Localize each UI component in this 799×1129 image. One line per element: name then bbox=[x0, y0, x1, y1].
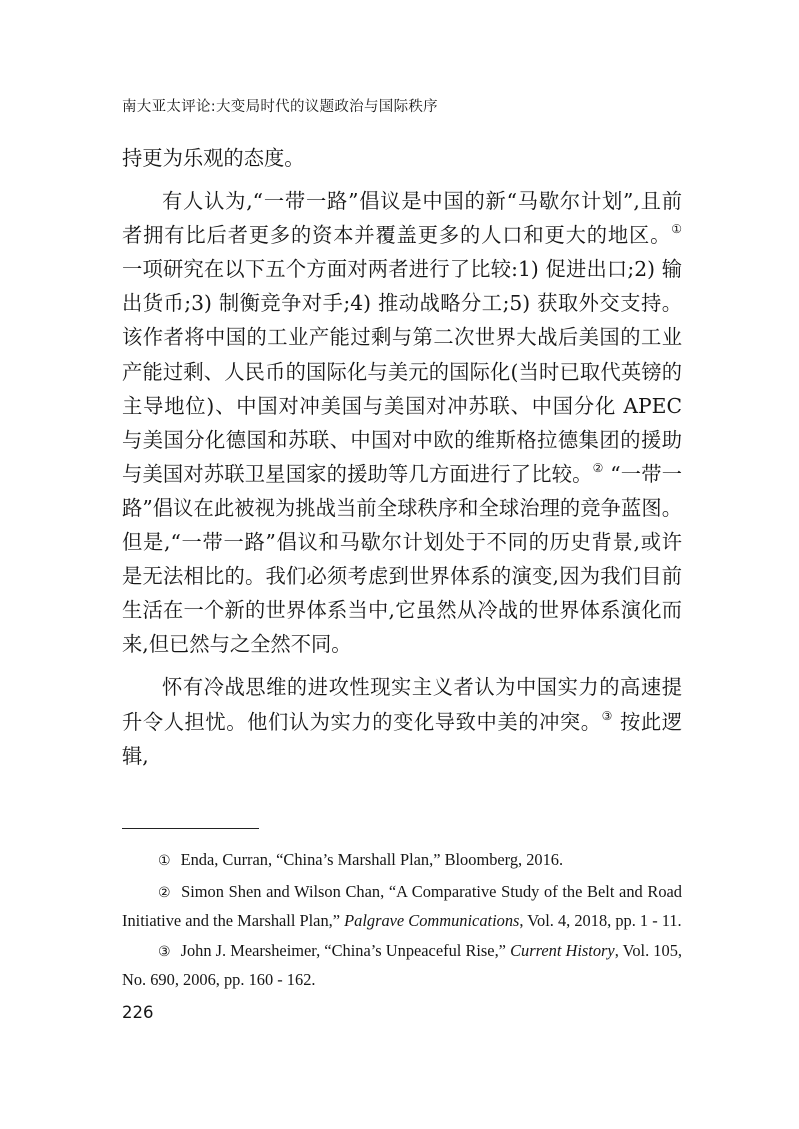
paragraph-marshall-plan bbox=[122, 184, 682, 661]
footnote-ref-1[interactable]: ① bbox=[671, 222, 682, 237]
footnote-ref-2[interactable]: ② bbox=[592, 460, 604, 475]
footnote-text: Simon Shen and Wilson Chan, “A Comparative Study of the Belt and Road Initiative and the Marshall Plan,” bbox=[122, 882, 682, 930]
paragraph-offensive-realism bbox=[122, 670, 682, 772]
footnote-text: , Vol. 4, 2018, pp. 1 - 11. bbox=[519, 911, 682, 930]
paragraph-text: 一项研究在以下五个方面对两者进行了比较:1) 促进出口;2) 输出货币;3) 制衡竞争对手;4) 推动战略分工;5) 获取外交支持。该作者将中国的工业产能过剩与第二次世界大战后美国的工业产能过剩、人民币的国际化与美元的国际化(当时已取代英镑的主导地位)、中国对冲美国与美国对冲苏联、中国分化 APEC 与美国分化德国和苏联、中国对中欧的维斯格拉德集团的援助与美国对苏联卫星国家的援助等几方面进行了比较。 bbox=[122, 257, 682, 486]
footnote-text: Enda, Curran, “China’s Marshall Plan,” Bloomberg, 2016. bbox=[180, 850, 564, 869]
paragraph-text: 按此逻辑, bbox=[122, 709, 682, 768]
footnote-number: ② bbox=[158, 885, 172, 901]
running-head: 南大亚太评论:大变局时代的议题政治与国际秩序 bbox=[122, 99, 438, 115]
footnote-3 bbox=[122, 937, 682, 993]
paragraph-continuation bbox=[122, 141, 682, 175]
footnote-divider bbox=[122, 828, 259, 829]
footnotes bbox=[122, 846, 682, 993]
footnote-2 bbox=[122, 878, 682, 934]
footnote-number: ③ bbox=[158, 944, 171, 960]
footnote-ref-3[interactable]: ③ bbox=[601, 708, 613, 723]
journal-title: Palgrave Communications bbox=[344, 911, 520, 930]
paragraph-text: 怀有冷战思维的进攻性现实主义者认为中国实力的高速提升令人担忧。他们认为实力的变化导致中美的冲突。 bbox=[122, 675, 682, 734]
paragraph-text: “一带一路”倡议在此被视为挑战当前全球秩序和全球治理的竞争蓝图。但是,“一带一路”倡议和马歇尔计划处于不同的历史背景,或许是无法相比的。我们必须考虑到世界体系的演变,因为我们目前生活在一个新的世界体系当中,它虽然从冷战的世界体系演化而来,但已然与之全然不同。 bbox=[122, 461, 682, 657]
footnote-text: , Vol. 105, No. 690, 2006, pp. 160 - 162. bbox=[122, 941, 682, 989]
paragraph-text: 有人认为,“一带一路”倡议是中国的新“马歇尔计划”,且前者拥有比后者更多的资本并覆盖更多的人口和更大的地区。 bbox=[122, 189, 682, 248]
footnote-number: ① bbox=[158, 853, 171, 869]
footnote-1 bbox=[122, 846, 682, 875]
journal-title: Current History bbox=[510, 941, 615, 960]
body-text bbox=[122, 141, 682, 773]
paragraph-text: 持更为乐观的态度。 bbox=[122, 146, 305, 170]
page-number: 226 bbox=[122, 1003, 154, 1022]
footnote-text: John J. Mearsheimer, “China’s Unpeaceful Rise,” bbox=[180, 941, 511, 960]
